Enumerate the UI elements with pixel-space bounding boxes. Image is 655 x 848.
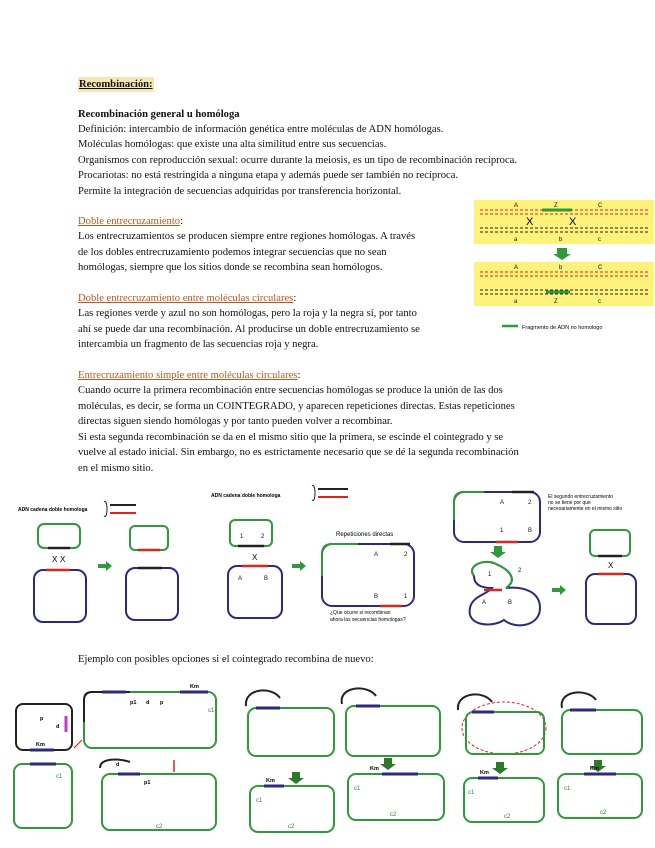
label-Km: Km [590, 766, 599, 772]
panel-top-background [474, 200, 654, 244]
green-circle [562, 710, 642, 754]
question-text: ahora las secuencias homologas? [330, 617, 406, 623]
green-circle [248, 708, 334, 756]
right-arrow [552, 585, 566, 595]
label-d: d [146, 700, 150, 706]
note-text: necesariamente en el mismo sitio [548, 506, 623, 512]
label-c2: c2 [390, 812, 397, 818]
black-loop [458, 694, 492, 710]
green-circle [102, 774, 216, 830]
label-Km: Km [370, 766, 379, 772]
label-A: A [500, 500, 505, 506]
label-B: B [528, 528, 533, 534]
label-1: 1 [404, 594, 408, 600]
label-B: B [374, 594, 379, 600]
navy-circle [586, 574, 636, 624]
section-title-general: Recombinación general u homóloga [78, 109, 240, 120]
label-1: 1 [240, 534, 244, 540]
label-1: 1 [500, 528, 504, 534]
label-B: B [508, 600, 513, 606]
folded-cointegrate [470, 562, 540, 625]
brace [104, 502, 107, 517]
label-c2: c2 [156, 824, 163, 830]
label-A: A [374, 552, 379, 558]
paragraph-line: Cuando ocurre la primera recombinación entre secuencias homólogas se produce la unión de las dos [78, 385, 503, 396]
down-arrow [288, 772, 304, 784]
repeats-label: Repeticiones directas [336, 532, 394, 538]
label-B: B [264, 576, 269, 582]
label-b: b [559, 237, 563, 243]
red-arrow [74, 740, 82, 748]
label-Km: Km [266, 778, 275, 784]
label-Km: Km [36, 742, 45, 748]
label-A: A [514, 203, 519, 209]
label-A: A [238, 576, 243, 582]
crossover-mark: X [526, 216, 534, 228]
paragraph-line: en el mismo sitio. [78, 463, 154, 474]
black-loop [562, 692, 596, 708]
label-c1: c1 [256, 798, 263, 804]
label-c2: c2 [600, 810, 607, 816]
question-text: ¿Que ocurre si recombinan [330, 610, 391, 616]
label-A: A [514, 265, 519, 271]
green-circle [230, 520, 272, 546]
crossover-mark: X [252, 553, 258, 562]
label-c2: c2 [504, 814, 511, 820]
homologous-line: Moléculas homólogas: que existe una alta similitud entre sus secuencias. [78, 139, 387, 150]
label-p: p [160, 700, 164, 706]
paragraph-line: Si esta segunda recombinación se da en el mismo sitio que la primera, se escinde el cointegrado y se [78, 432, 504, 443]
label-1: A [482, 600, 487, 606]
navy-circle [228, 566, 282, 618]
option-1 [246, 690, 334, 832]
label-Z: Z [554, 299, 558, 305]
label-d: d [56, 724, 60, 730]
label-2: 2 [528, 500, 532, 506]
label-Z: Z [554, 203, 558, 209]
definition-line: Definición: intercambio de información genética entre moléculas de ADN homólogas. [78, 124, 444, 135]
example-caption: Ejemplo con posibles opciones si el cointegrado recombina de nuevo: [78, 654, 374, 665]
down-arrow [553, 248, 571, 260]
black-loop [342, 688, 376, 704]
label-c1: c1 [564, 786, 571, 792]
option-4 [558, 692, 642, 818]
right-arrow [98, 561, 112, 571]
paragraph-line: vuelve al estado inicial. Sin embargo, no es estrictamente necesario que se dé la segunda recombinación [78, 447, 519, 458]
cointegrate-examples-diagram [10, 682, 650, 842]
paragraph-line: moléculas, es decir, se forma un COINTEGRADO, y aparecen repeticiones directas. Estas repeticiones [78, 401, 515, 412]
legend-text: Fragmento de ADN no homologo [522, 325, 603, 331]
note-text: El segundo entrecruzamiento [548, 494, 614, 500]
navy-circle [126, 568, 178, 620]
note-text: no se tiene por que [548, 500, 591, 506]
brace [312, 486, 315, 501]
paragraph-line: ahí se puede dar una recombinación. Al producirse un doble entrecruzamiento se [78, 324, 420, 335]
label-a: a [514, 299, 518, 305]
circular-recombination-diagram [18, 480, 650, 640]
label-a: a [514, 237, 518, 243]
green-circle [14, 764, 72, 828]
label-c1: c1 [56, 774, 63, 780]
sexual-line: Organismos con reproducción sexual: ocurre durante la meiosis, es un tipo de recombinación recíproca. [78, 155, 518, 166]
section-title-circular: Doble entrecruzamiento entre moléculas circulares: [78, 293, 297, 304]
section-title-double: Doble entrecruzamiento: [78, 216, 184, 227]
label-Km: Km [190, 684, 199, 690]
section-title-simple: Entrecruzamiento simple entre moléculas circulares: [78, 370, 301, 381]
legend-text: ADN cadena doble homologa [211, 493, 281, 499]
label-p1: p1 [144, 780, 151, 786]
label-2: 2 [518, 568, 522, 574]
crossover-mark: X [569, 216, 577, 228]
green-arc [454, 492, 484, 520]
paragraph-line: Las regiones verde y azul no son homólogas, pero la roja y la negra sí, por tanto [78, 308, 417, 319]
highlight-ellipse [462, 702, 546, 754]
label-c: c [598, 299, 601, 305]
cointegrate-circle [84, 692, 216, 748]
crossover-mark: X [52, 555, 58, 564]
label-p: p [40, 716, 44, 722]
green-circle [590, 530, 630, 556]
double-crossover-diagram [474, 198, 654, 338]
label-2: 2 [261, 534, 265, 540]
down-arrow [490, 546, 506, 558]
cointegrate-circle [322, 544, 414, 606]
right-arrow [292, 561, 306, 571]
green-circle [38, 524, 80, 548]
paragraph-line: intercambia un fragmento de las secuencias roja y negra. [78, 339, 319, 350]
panel-bottom-background [474, 262, 654, 306]
green-arc [322, 544, 358, 576]
navy-circle [34, 570, 86, 622]
down-arrow [492, 762, 508, 774]
label-Km: Km [480, 770, 489, 776]
label-C: C [598, 265, 603, 271]
crossover-mark: X [608, 561, 614, 570]
label-p1: p1 [130, 700, 137, 706]
label-c1: c1 [354, 786, 361, 792]
label-b: b [559, 265, 563, 271]
black-arc [84, 692, 130, 722]
black-loop [100, 760, 130, 768]
integration-line: Permite la integración de secuencias adquiridas por transferencia horizontal. [78, 186, 402, 197]
label-c: c [598, 237, 601, 243]
prokaryote-line: Procariotas: no está restringida a ninguna etapa y además puede ser también no recíproca. [78, 170, 459, 181]
label-C: C [598, 203, 603, 209]
page-heading: Recombinación: [78, 77, 154, 92]
crossover-mark: X [60, 555, 66, 564]
label-c1: c1 [208, 708, 215, 714]
label-d: d [116, 762, 120, 768]
paragraph-line: directas siguen siendo homólogas y por tanto pueden volver a recombinar. [78, 416, 393, 427]
down-arrow [380, 758, 396, 770]
paragraph-line: Los entrecruzamientos se producen siempre entre regiones homólogas. A través [78, 231, 416, 242]
option-3 [458, 694, 546, 822]
label-2: 2 [404, 552, 408, 558]
option-2 [342, 688, 444, 820]
label-c2: c2 [288, 824, 295, 830]
paragraph-line: de los dobles entrecruzamiento podemos integrar secuencias que no sean [78, 247, 387, 258]
label-A: 1 [488, 572, 492, 578]
black-loop [246, 690, 280, 706]
green-circle [130, 526, 168, 550]
paragraph-line: homólogas, siempre que los sitios donde se recombina sean homólogos. [78, 262, 383, 273]
legend-text: ADN cadena doble homologa [18, 507, 88, 513]
label-c1: c1 [468, 790, 475, 796]
green-circle [346, 706, 440, 756]
